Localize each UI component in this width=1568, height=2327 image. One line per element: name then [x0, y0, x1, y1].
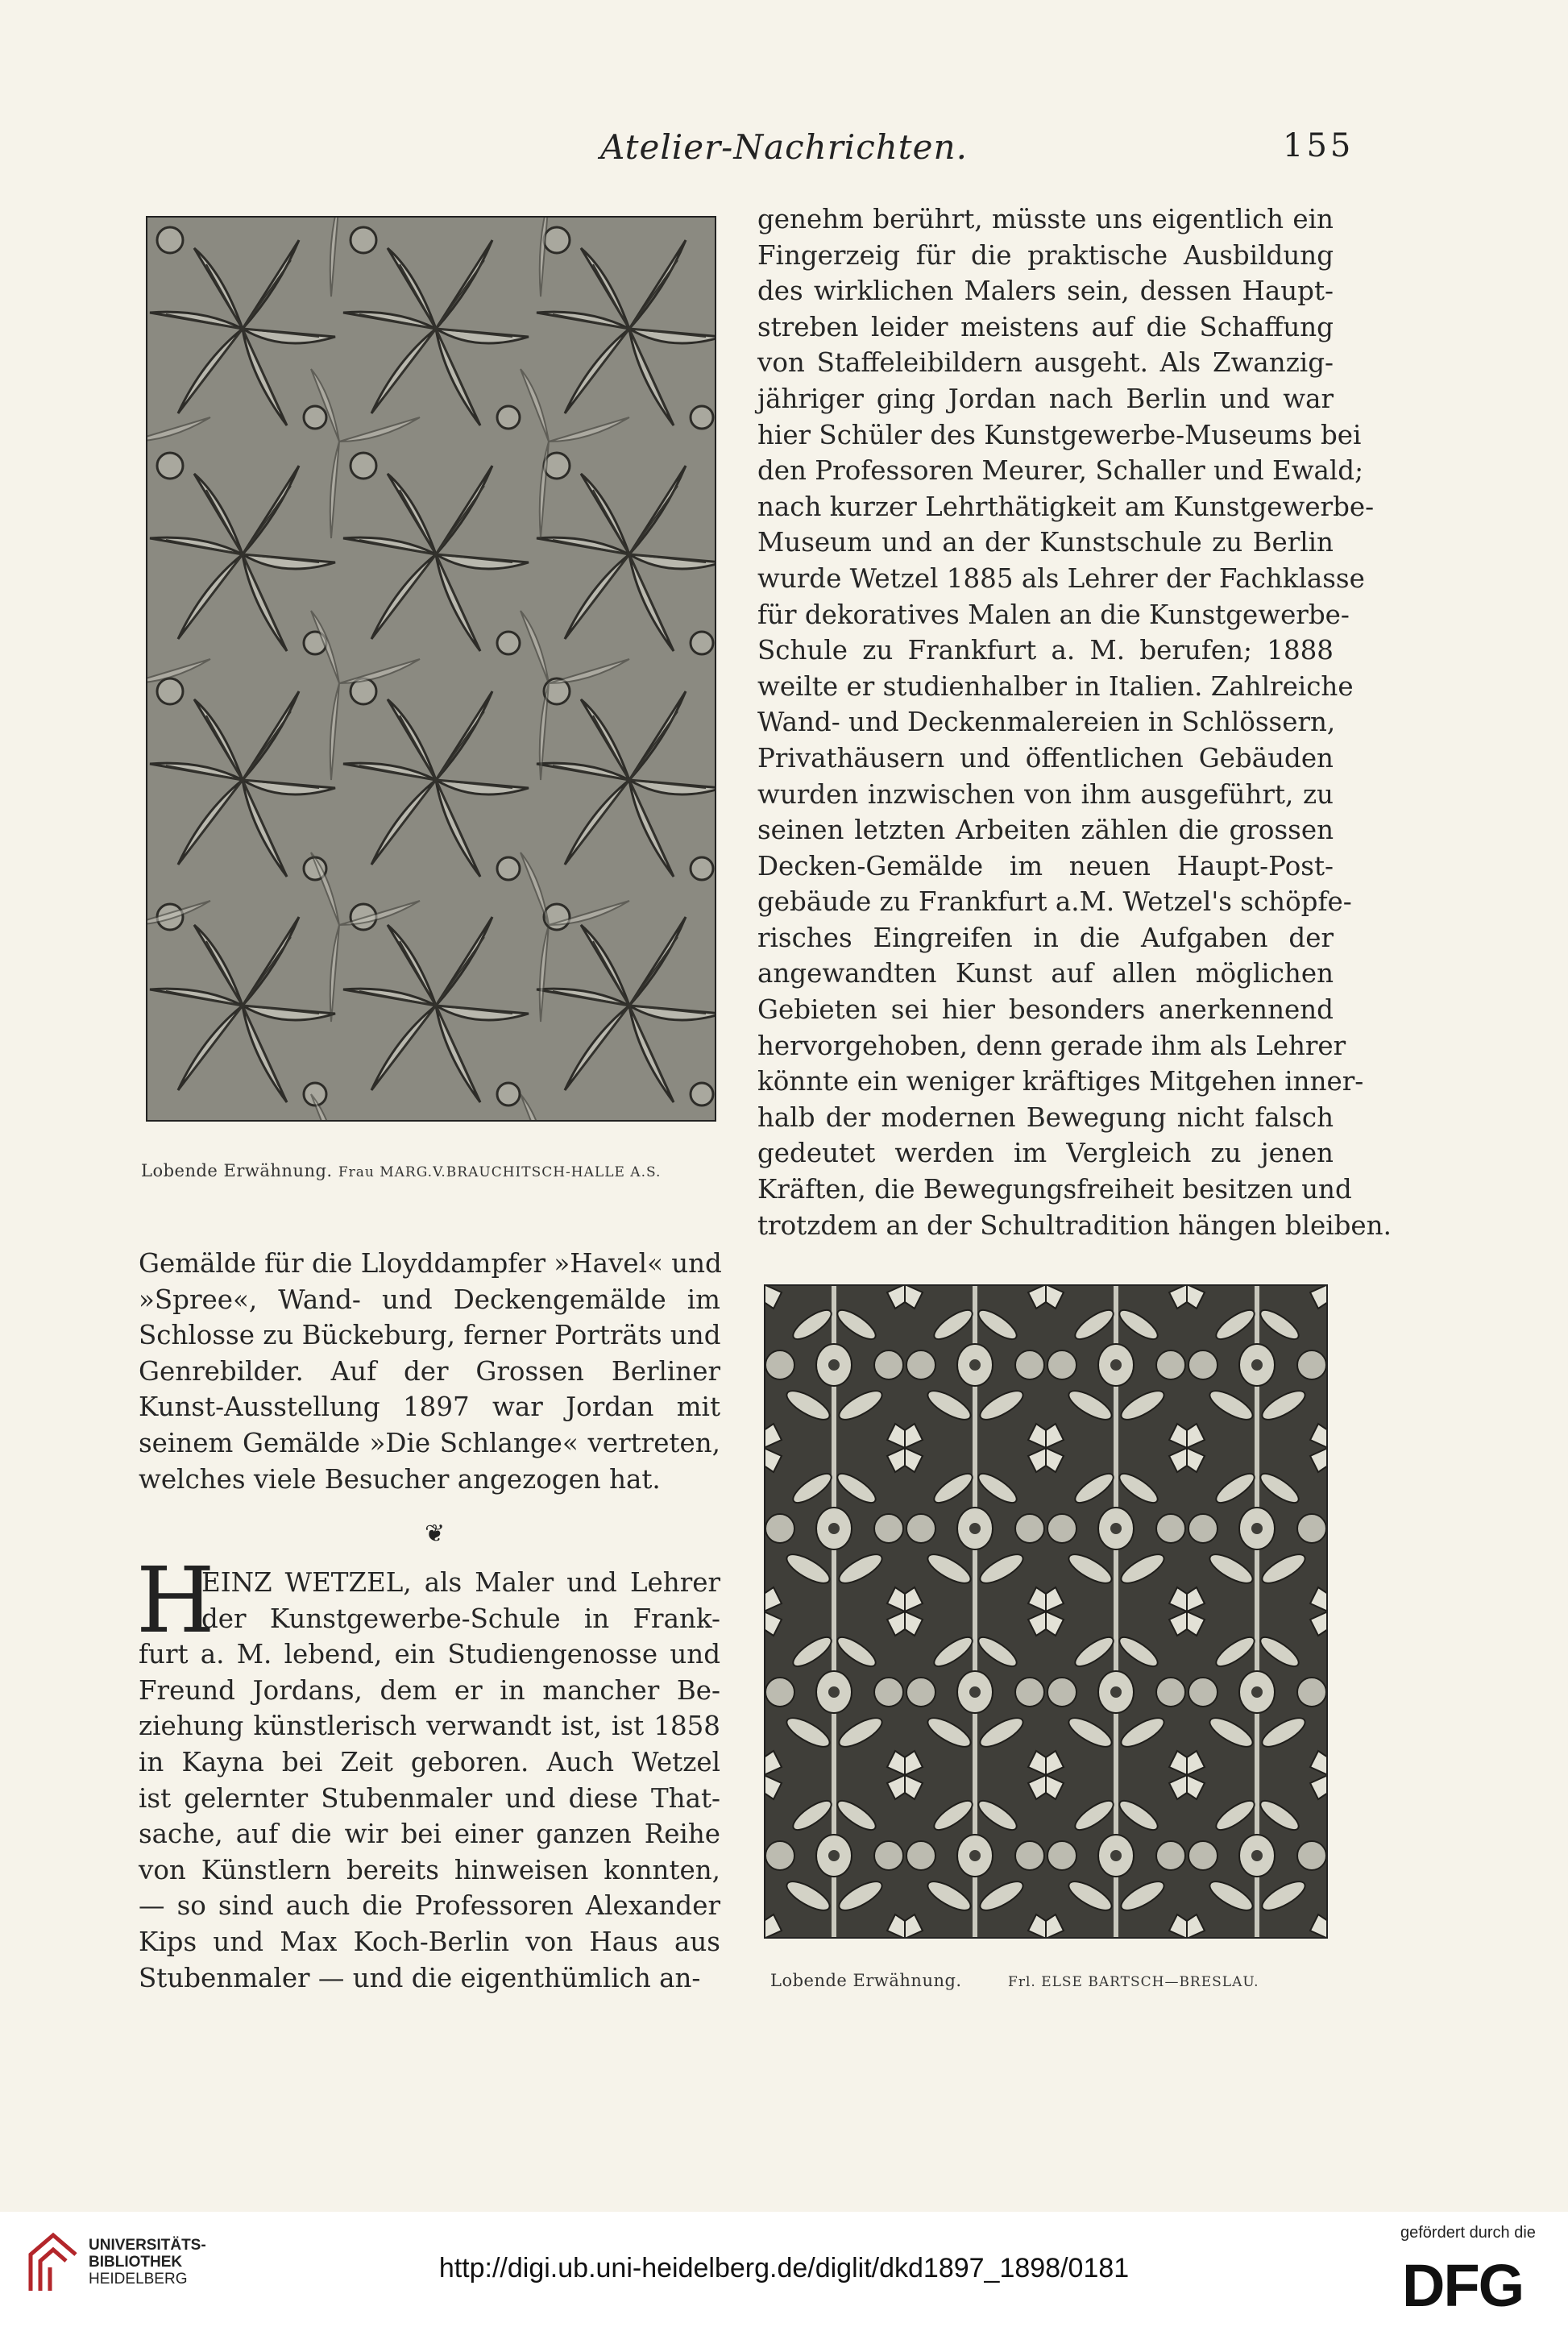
text-line: angewandten Kunst auf allen möglichen	[757, 958, 1334, 989]
floral-pattern-image	[764, 1284, 1328, 1939]
text-line: halb der modernen Bewegung nicht falsch	[757, 1101, 1334, 1133]
text-line: »Spree«, Wand- und Deckengemälde im	[139, 1284, 720, 1315]
running-title: Atelier-Nachrichten.	[600, 127, 968, 167]
text-line: ziehung künstlerisch verwandt ist, ist 1858	[139, 1711, 720, 1742]
text-line: den Professoren Meurer, Schaller und Ewald;	[757, 455, 1364, 487]
text-line: hier Schüler des Kunstgewerbe-Museums bei	[757, 419, 1362, 450]
text-line: Museum und an der Kunstschule zu Berlin	[757, 527, 1334, 558]
text-line: Fingerzeig für die praktische Ausbildung	[757, 239, 1334, 271]
text-line: wurde Wetzel 1885 als Lehrer der Fachklasse	[757, 562, 1365, 594]
text-line: Genrebilder. Auf der Grossen Berliner	[139, 1355, 720, 1387]
text-line: Gemälde für die Lloyddampfer »Havel« und	[139, 1248, 722, 1279]
text-line: Freund Jordans, dem er in mancher Be-	[139, 1674, 720, 1706]
left-paragraph-1	[139, 1246, 720, 1497]
permalink-url[interactable]: http://digi.ub.uni-heidelberg.de/diglit/dkd1897_1898/0181	[438, 2253, 1130, 2283]
text-line: risches Eingreifen in die Aufgaben der	[757, 922, 1334, 953]
ornament: ❦	[425, 1520, 446, 1548]
text-line: des wirklichen Malers sein, dessen Haupt-	[757, 276, 1334, 307]
text-line: Privathäusern und öffentlichen Gebäuden	[757, 742, 1334, 774]
caption-artist: Frau MARG.V.BRAUCHITSCH-HALLE A.S.	[338, 1164, 662, 1180]
right-column-text	[757, 201, 1392, 1243]
text-line: Kips und Max Koch-Berlin von Haus aus	[139, 1926, 720, 1957]
text-line: Schule zu Frankfurt a. M. berufen; 1888	[757, 635, 1334, 666]
library-line-1: UNIVERSITÄTS-	[89, 2237, 206, 2254]
text-line: Stubenmaler — und die eigenthümlich an-	[139, 1962, 701, 1993]
text-line: Kräften, die Bewegungsfreiheit besitzen und	[757, 1174, 1352, 1205]
text-line: EINZ WETZEL, als Maler und Lehrer	[201, 1567, 720, 1598]
caption-prefix: Lobende Erwähnung.	[770, 1971, 962, 1990]
text-line: Kunst-Ausstellung 1897 war Jordan mit	[139, 1392, 720, 1423]
text-line: weilte er studienhalber in Italien. Zahlreiche	[757, 670, 1354, 702]
text-line: nach kurzer Lehrthätigkeit am Kunstgewerbe-	[757, 491, 1375, 522]
text-line: gedeutet werden im Vergleich zu jenen	[757, 1138, 1334, 1169]
text-line: Decken-Gemälde im neuen Haupt-Post-	[757, 850, 1334, 881]
text-line: könnte ein weniger kräftiges Mitgehen inner-	[757, 1066, 1364, 1097]
text-line: für dekoratives Malen an die Kunstgewerbe-	[757, 599, 1350, 630]
funded-by-label: gefördert durch die	[1400, 2224, 1536, 2242]
text-line: sache, auf die wir bei einer ganzen Reihe	[139, 1819, 720, 1850]
text-line: furt a. M. lebend, ein Studiengenosse und	[139, 1639, 720, 1670]
text-line: wurden inzwischen von ihm ausgeführt, zu	[757, 778, 1334, 810]
text-line: hervorgehoben, denn gerade ihm als Lehrer	[757, 1030, 1346, 1061]
text-line: Wand- und Deckenmalereien in Schlössern,	[757, 707, 1336, 738]
library-line-2: BIBLIOTHEK	[89, 2254, 183, 2271]
drop-cap: H	[136, 1549, 215, 1653]
chestnut-leaf-pattern-image	[146, 216, 716, 1122]
text-line: von Staffeleibildern ausgeht. Als Zwanzig-	[757, 347, 1334, 379]
caption-prefix: Lobende Erwähnung.	[141, 1161, 333, 1180]
text-line: von Künstlern bereits hinweisen konnten,	[139, 1854, 720, 1885]
text-line: genehm berührt, müsste uns eigentlich ein	[757, 204, 1334, 234]
caption-artist: Frl. ELSE BARTSCH—BRESLAU.	[1008, 1974, 1259, 1990]
text-line: seinem Gemälde »Die Schlange« vertreten,	[139, 1427, 720, 1458]
text-line: gebäude zu Frankfurt a.M. Wetzel's schöpfe-	[757, 886, 1352, 918]
text-line: Gebieten sei hier besonders anerkennend	[757, 994, 1334, 1026]
text-line: streben leider meistens auf die Schaffung	[757, 311, 1334, 342]
text-line: ist gelernter Stubenmaler und diese That-	[139, 1782, 720, 1814]
text-line: jähriger ging Jordan nach Berlin und war	[757, 383, 1334, 414]
text-line: Schlosse zu Bückeburg, ferner Porträts und	[139, 1320, 721, 1351]
dfg-logo[interactable]: DFG	[1402, 2252, 1524, 2319]
left-paragraph-2	[139, 1565, 720, 1996]
text-line: — so sind auch die Professoren Alexander	[139, 1890, 720, 1922]
right-image-caption	[770, 1971, 1259, 1990]
text-line: trotzdem an der Schultradition hängen bleiben.	[757, 1209, 1392, 1241]
page-number: 155	[1283, 127, 1354, 164]
text-line: welches viele Besucher angezogen hat.	[139, 1463, 661, 1495]
library-line-3: HEIDELBERG	[89, 2271, 188, 2288]
text-line: in Kayna bei Zeit geboren. Auch Wetzel	[139, 1746, 720, 1777]
left-image-caption	[141, 1161, 661, 1180]
text-line: der Kunstgewerbe-Schule in Frank-	[201, 1603, 720, 1634]
text-line: seinen letzten Arbeiten zählen die grossen	[757, 815, 1334, 846]
